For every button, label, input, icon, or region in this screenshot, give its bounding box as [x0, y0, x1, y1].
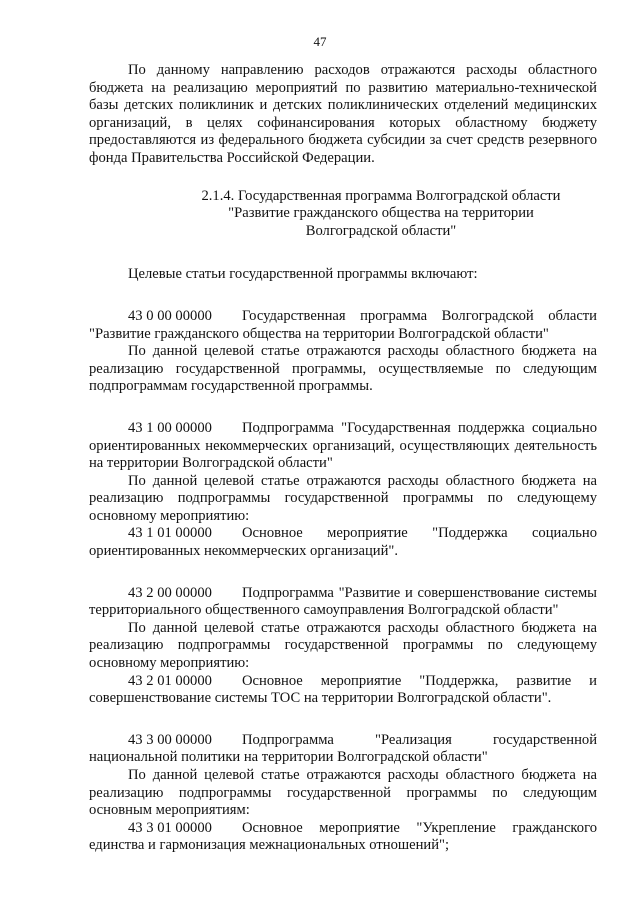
- entry-sub-title-text: Основное мероприятие "Укрепление гражданского единства и гармонизация межнациональных отношений";: [89, 819, 597, 854]
- entry-title-43-3: [89, 732, 597, 767]
- entry-title-text: Подпрограмма "Реализация государственной национальной политики на территории Волгоградской области": [89, 731, 597, 766]
- budget-code: 43 1 01 00000: [128, 525, 212, 542]
- entry-sub-title-text: Основное мероприятие "Поддержка, развитие и совершенствование системы ТОС на территории Волгоградской области".: [89, 672, 597, 707]
- entry-description-43-0: По данной целевой статье отражаются расходы областного бюджета на реализацию государственной программы, осуществляемые по следующим подпрограммам государственной программы.: [89, 343, 597, 395]
- entry-description-43-3: По данной целевой статье отражаются расходы областного бюджета на реализацию подпрограммы государственной программы по следующим основным мероприятиям:: [89, 767, 597, 819]
- budget-code: 43 3 01 00000: [128, 819, 212, 836]
- budget-code: 43 2 00 00000: [128, 584, 212, 601]
- budget-code: 43 1 00 00000: [128, 419, 212, 436]
- entry-title-43-2: [89, 585, 597, 620]
- entry-sub-43-3-01: [89, 820, 597, 855]
- section-heading: [89, 188, 597, 241]
- section-heading-line-3: Волгоградской области": [305, 222, 457, 239]
- target-articles-intro: Целевые статьи государственной программы включают:: [128, 266, 478, 283]
- entry-sub-43-1-01: [89, 525, 597, 560]
- entry-title-43-0: [89, 308, 597, 343]
- entry-title-text: Государственная программа Волгоградской области "Развитие гражданского общества на территории Волгоградской области": [89, 307, 597, 342]
- budget-code: 43 2 01 00000: [128, 672, 212, 689]
- entry-description-43-1: По данной целевой статье отражаются расходы областного бюджета на реализацию подпрограммы государственной программы по следующему основному мероприятию:: [89, 472, 597, 524]
- section-heading-line-2: "Развитие гражданского общества на территории: [228, 205, 534, 222]
- page-number: 47: [313, 34, 327, 49]
- entry-title-text: Подпрограмма "Государственная поддержка социально ориентированных некоммерческих организаций, осуществляющих деятельность на территории Волгоградской области": [89, 419, 597, 472]
- budget-code: 43 0 00 00000: [128, 307, 212, 324]
- entry-description-43-2: По данной целевой статье отражаются расходы областного бюджета на реализацию подпрограммы государственной программы по следующему основному мероприятию:: [89, 619, 597, 672]
- document-body: [89, 62, 597, 855]
- section-heading-line-1: 2.1.4. Государственная программа Волгоградской области: [201, 187, 561, 204]
- entry-title-text: Подпрограмма "Развитие и совершенствование системы территориального общественного самоуправления Волгоградской области": [89, 584, 597, 619]
- intro-paragraph: По данному направлению расходов отражаются расходы областного бюджета на реализацию мероприятий по развитию материально-технической базы детских поликлиник и детских поликлинических отделений медицинских организаций, в целях софинансирования которых областному бюджету предоставляются из федерального бюджета субсидии за счет средств резервного фонда Правительства Российской Федерации.: [89, 62, 597, 166]
- entry-sub-43-2-01: [89, 673, 597, 708]
- budget-code: 43 3 00 00000: [128, 731, 212, 748]
- entry-title-43-1: [89, 420, 597, 473]
- entry-sub-title-text: Основное мероприятие "Поддержка социально ориентированных некоммерческих организаций".: [89, 525, 597, 560]
